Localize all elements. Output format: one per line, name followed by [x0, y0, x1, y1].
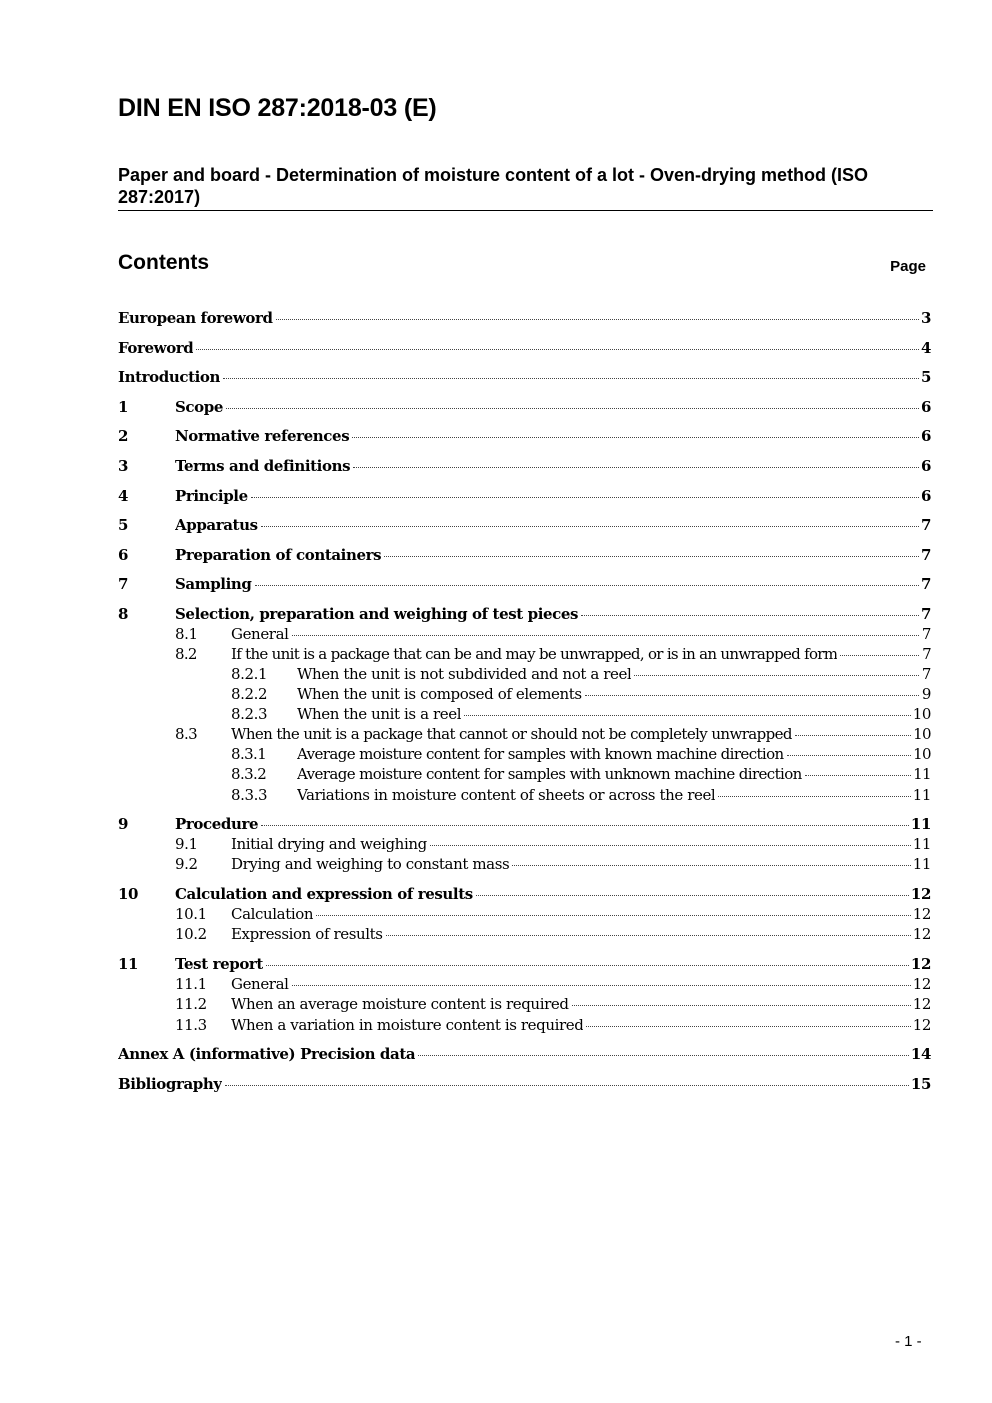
toc-entry-page: 11: [913, 765, 931, 783]
toc-entry-title: When the unit is not subdivided and not a reel: [297, 665, 632, 683]
toc-entry-title: Preparation of containers: [175, 546, 382, 564]
toc-entry-title: When the unit is composed of elements: [297, 685, 582, 703]
toc-entry-number: 11.3: [175, 1016, 207, 1034]
toc-entry-number: 8: [118, 605, 129, 623]
toc-entry-page: 11: [912, 786, 931, 804]
toc-entry-title: Average moisture content for samples with unknown machine direction: [297, 765, 802, 783]
toc-entry-title: Calculation: [231, 905, 314, 923]
toc-entry-number: 7: [118, 575, 129, 593]
toc-entry[interactable]: [118, 575, 931, 597]
toc-entry[interactable]: [118, 685, 931, 705]
toc-entry-title: When an average moisture content is required: [231, 995, 569, 1013]
toc-entry-page: 12: [910, 955, 931, 973]
toc-entry-title: Terms and definitions: [175, 457, 351, 475]
toc-entry[interactable]: [118, 955, 931, 977]
toc-entry-title: Test report: [175, 955, 263, 973]
toc-entry-page: 14: [910, 1045, 931, 1063]
toc-entry[interactable]: [118, 905, 931, 925]
toc-entry-title: If the unit is a package that can be and may be unwrapped, or is in an unwrapped form: [231, 645, 838, 663]
toc-entry-page: 7: [921, 625, 931, 643]
toc-entry[interactable]: [118, 995, 931, 1015]
toc-entry-page: 11: [912, 835, 931, 853]
toc-entry-title: Procedure: [175, 815, 259, 833]
page-column-label: Page: [890, 258, 926, 275]
toc-entry-page: 12: [912, 1016, 931, 1034]
toc-entry[interactable]: [118, 885, 931, 907]
toc-entry[interactable]: [118, 745, 931, 765]
toc-entry-number: 8.3.3: [231, 786, 268, 804]
toc-entry[interactable]: [118, 487, 931, 509]
toc-entry-number: 4: [118, 487, 129, 505]
toc-entry[interactable]: [118, 368, 931, 390]
toc-entry-number: 8.2.2: [231, 685, 268, 703]
toc-entry-page: 3: [920, 309, 931, 327]
toc-entry-title: Foreword: [118, 339, 194, 357]
toc-entry-number: 11.1: [175, 975, 207, 993]
toc-entry-title: Apparatus: [175, 516, 258, 534]
toc-entry[interactable]: [118, 925, 931, 945]
toc-entry-title: Annex A (informative) Precision data: [118, 1045, 416, 1063]
toc-entry[interactable]: [118, 725, 931, 745]
toc-entry-number: 10.1: [175, 905, 207, 923]
toc-entry-page: 4: [920, 339, 931, 357]
toc-entry-page: 11: [910, 815, 931, 833]
toc-entry-page: 12: [912, 995, 931, 1013]
toc-entry-page: 6: [920, 457, 931, 475]
toc-entry-page: 10: [912, 705, 931, 723]
toc-entry[interactable]: [118, 427, 931, 449]
toc-entry[interactable]: [118, 625, 931, 645]
toc-entry-page: 7: [920, 605, 931, 623]
toc-entry-title: European foreword: [118, 309, 273, 327]
toc-entry-title: Calculation and expression of results: [175, 885, 473, 903]
toc-entry-page: 6: [920, 427, 931, 445]
toc-entry-title: Scope: [175, 398, 224, 416]
toc-entry-number: 8.2.1: [231, 665, 268, 683]
toc-entry[interactable]: [118, 605, 931, 627]
toc-entry-page: 9: [921, 685, 931, 703]
toc-entry[interactable]: [118, 665, 931, 685]
toc-entry-number: 8.3: [175, 725, 198, 743]
toc-entry-title: When the unit is a reel: [297, 705, 462, 723]
toc-entry-title: Normative references: [175, 427, 350, 445]
toc-entry-number: 11: [118, 955, 139, 973]
toc-entry-number: 8.3.1: [231, 745, 267, 763]
toc-entry[interactable]: [118, 975, 931, 995]
toc-entry-number: 3: [118, 457, 129, 475]
toc-entry-title: Sampling: [175, 575, 252, 593]
toc-entry[interactable]: [118, 855, 931, 875]
toc-entry-number: 8.3.2: [231, 765, 267, 783]
toc-entry-page: 7: [922, 645, 931, 663]
toc-entry-title: Average moisture content for samples with known machine direction: [297, 745, 784, 763]
toc-entry-title: Introduction: [118, 368, 221, 386]
toc-entry-page: 6: [920, 487, 931, 505]
toc-entry[interactable]: [118, 1075, 931, 1097]
document-id: DIN EN ISO 287:2018-03 (E): [118, 94, 437, 122]
toc-entry[interactable]: [118, 705, 931, 725]
toc-entry-title: Selection, preparation and weighing of test pieces: [175, 605, 579, 623]
toc-entry-title: General: [231, 625, 289, 643]
toc-entry-number: 5: [118, 516, 129, 534]
document-subtitle: Paper and board - Determination of moisture content of a lot - Oven-drying method (ISO 287:2017): [118, 165, 869, 207]
toc-entry-page: 5: [920, 368, 931, 386]
toc-entry-number: 2: [118, 427, 129, 445]
toc-entry-page: 7: [920, 516, 931, 534]
toc-entry-number: 6: [118, 546, 129, 564]
toc-entry[interactable]: [118, 339, 931, 361]
toc-entry[interactable]: [118, 835, 931, 855]
toc-entry-number: 1: [118, 398, 129, 416]
toc-entry-page: 12: [912, 905, 931, 923]
toc-entry-page: 7: [921, 665, 931, 683]
toc-entry-number: 10.2: [175, 925, 207, 943]
toc-entry-page: 10: [913, 745, 931, 763]
toc-entry[interactable]: [118, 457, 931, 479]
page-number: - 1 -: [895, 1333, 922, 1350]
toc-entry-number: 11.2: [175, 995, 207, 1013]
toc-entry-page: 7: [920, 575, 931, 593]
toc-entry[interactable]: [118, 645, 931, 665]
toc-entry[interactable]: [118, 1016, 931, 1036]
toc-entry-title: General: [231, 975, 289, 993]
toc-entry-number: 10: [118, 885, 139, 903]
toc-entry-page: 11: [912, 855, 931, 873]
toc-entry[interactable]: [118, 546, 931, 568]
toc-entry[interactable]: [118, 786, 931, 806]
toc-entry[interactable]: [118, 516, 931, 538]
toc-entry-title: Principle: [175, 487, 248, 505]
toc-entry-page: 10: [913, 725, 931, 743]
toc-entry[interactable]: [118, 309, 931, 331]
toc-entry-page: 7: [920, 546, 931, 564]
contents-title: Contents: [118, 251, 209, 274]
toc-entry[interactable]: [118, 398, 931, 420]
toc-entry-title: Initial drying and weighing: [231, 835, 427, 853]
toc-entry-number: 8.1: [175, 625, 198, 643]
toc-entry-title: Bibliography: [118, 1075, 222, 1093]
toc-entry-page: 12: [912, 975, 931, 993]
toc-entry-page: 12: [910, 885, 931, 903]
toc-entry-title: Drying and weighing to constant mass: [231, 855, 510, 873]
toc-entry-title: Variations in moisture content of sheets or across the reel: [297, 786, 716, 804]
table-of-contents: [118, 0, 931, 1403]
toc-entry-page: 15: [910, 1075, 931, 1093]
toc-entry-number: 8.2: [175, 645, 197, 663]
toc-entry[interactable]: [118, 765, 931, 785]
toc-entry-title: When a variation in moisture content is required: [231, 1016, 584, 1034]
toc-entry-page: 12: [912, 925, 931, 943]
toc-entry[interactable]: [118, 1045, 931, 1067]
toc-entry-number: 9: [118, 815, 129, 833]
toc-entry[interactable]: [118, 815, 931, 837]
toc-entry-number: 8.2.3: [231, 705, 268, 723]
toc-entry-title: Expression of results: [231, 925, 383, 943]
toc-entry-number: 9.1: [175, 835, 198, 853]
toc-entry-page: 6: [920, 398, 931, 416]
toc-entry-number: 9.2: [175, 855, 198, 873]
toc-entry-title: When the unit is a package that cannot or should not be completely unwrapped: [231, 725, 792, 743]
